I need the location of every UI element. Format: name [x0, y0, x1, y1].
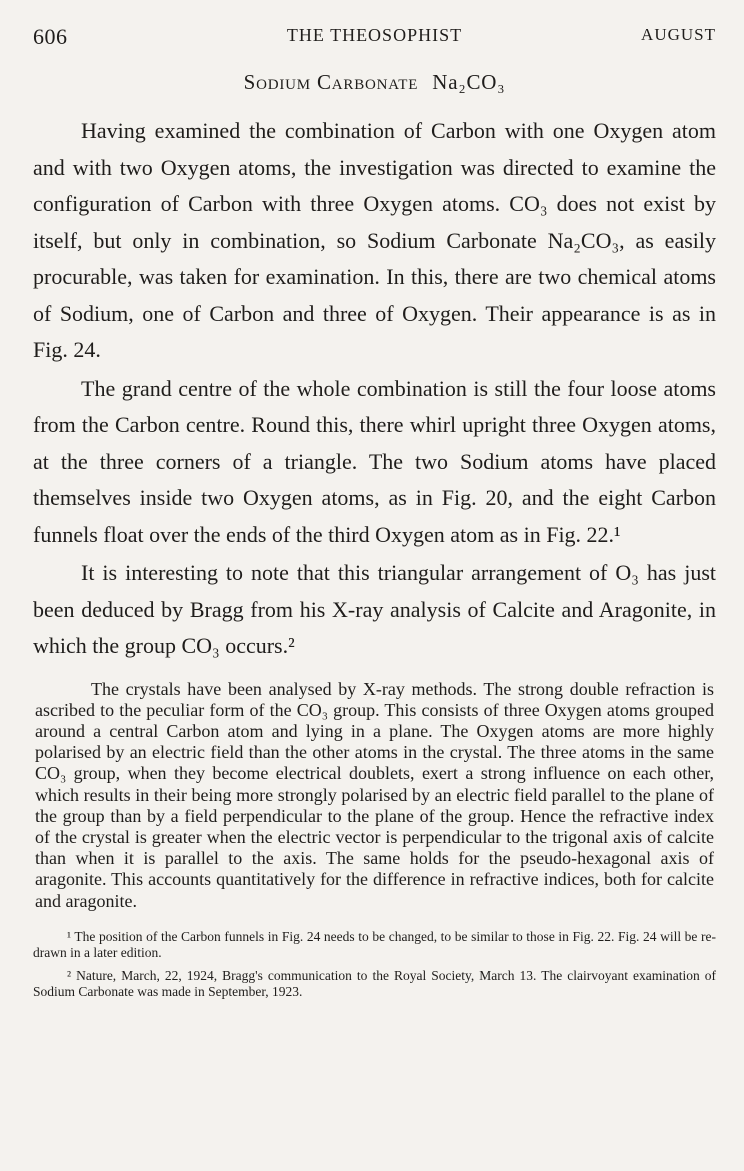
issue-month: AUGUST	[641, 25, 716, 44]
footnote-1: ¹ The position of the Carbon funnels in Fig. 24 needs to be changed, to be similar to those in Fig. 22. Fig. 24 will be re-drawn in a later edition.	[33, 928, 716, 961]
body-paragraph-2: The grand centre of the whole combination is still the four loose atoms from the Carbon centre. Round this, there whirl upright three Oxygen atoms, at the three corners of a triangle. The two Sodium atoms have placed themselves inside two Oxygen atoms, as in Fig. 20, and the eight Carbon funnels float over the ends of the third Oxygen atom as in Fig. 22.¹	[33, 375, 716, 547]
page-number: 606	[33, 24, 68, 49]
quoted-passage: The crystals have been analysed by X-ray methods. The strong double refraction is ascribed to the peculiar form of the CO₃ group. This consists of three Oxygen atoms grouped around a central Carbon atom and lying in a plane. The Oxygen atoms are more highly polarised by an electric field than the other atoms in the crystal. The three atoms in the same CO₃ group, when they become electrical doublets, exert a strong influence on each other, which results in their being more strongly polarised by an electric field parallel to the plane of the group than by a field perpendicular to the plane of the group. Hence the refractive index of the crystal is greater when the electric vector is perpendicular to the trigonal axis of calcite than when it is parallel to the axis. The same holds for the pseudo-hexagonal axis of aragonite. This accounts quantitatively for the difference in refractive indices, both for calcite and aragonite.	[35, 678, 714, 911]
page-header	[33, 24, 716, 54]
body-paragraph-1: Having examined the combination of Carbon with one Oxygen atom and with two Oxygen atoms, the investigation was directed to examine the configuration of Carbon with three Oxygen atoms. CO₃ does not exist by itself, but only in combination, so Sodium Carbonate Na₂CO₃, as easily procurable, was taken for examination. In this, there are two chemical atoms of Sodium, one of Carbon and three of Oxygen. Their appearance is as in Fig. 24.	[33, 118, 716, 362]
article-title	[33, 70, 716, 95]
footnotes	[33, 929, 716, 1001]
running-head: THE THEOSOPHIST	[286, 25, 463, 45]
article-title-name: Sodium Carbonate	[243, 70, 419, 94]
body-paragraph-3: It is interesting to note that this triangular arrangement of O₃ has just been deduced by Bragg from his X-ray analysis of Calcite and Aragonite, in which the group CO₃ occurs.²	[33, 560, 716, 658]
footnote-2: ² Nature, March, 22, 1924, Bragg's communication to the Royal Society, March 13. The clairvoyant examination of Sodium Carbonate was made in September, 1923.	[33, 967, 716, 1000]
article-title-formula: Na₂CO₃	[432, 70, 506, 94]
